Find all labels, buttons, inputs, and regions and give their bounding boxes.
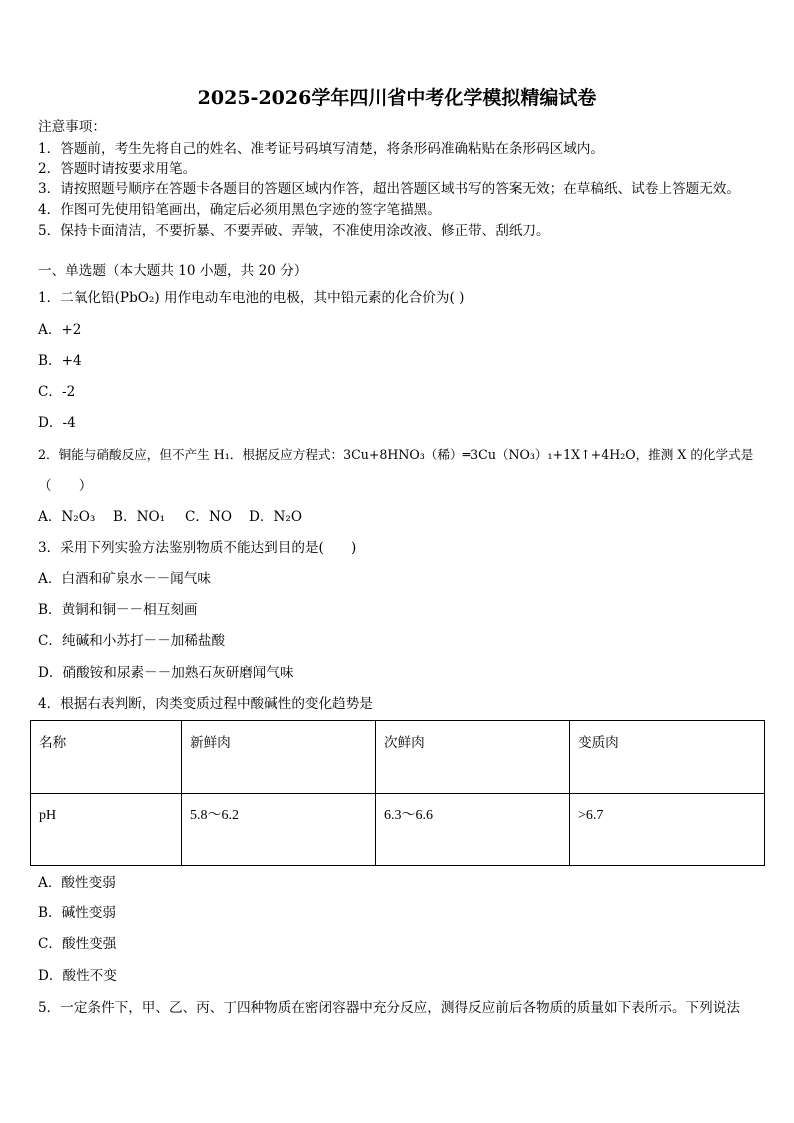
notice-item: 2．答题时请按要求用笔。: [38, 161, 197, 177]
table-header-row: [31, 721, 765, 794]
question-4-option-a: A．酸性变弱: [38, 875, 116, 891]
question-2-option-b: B．NO₁: [113, 509, 166, 525]
notice-item: 3．请按照题号顺序在答题卡各题目的答题区域内作答，超出答题区域书写的答案无效；在草稿纸、试卷上答题无效。: [38, 181, 740, 197]
table-cell: 名称: [31, 721, 182, 794]
question-3-option-a: A．白酒和矿泉水－－闻气味: [38, 571, 211, 587]
question-5-stem: 5．一定条件下，甲、乙、丙、丁四种物质在密闭容器中充分反应，测得反应前后各物质的质量如下表所示。下列说法: [38, 1000, 740, 1016]
question-4-stem: 4．根据右表判断，肉类变质过程中酸碱性的变化趋势是: [38, 696, 373, 712]
question-4-option-b: B．碱性变弱: [38, 905, 116, 921]
notice-heading: 注意事项：: [38, 119, 106, 135]
question-1-option-b: B．+4: [38, 353, 82, 369]
question-2-option-c: C．NO: [185, 509, 233, 525]
question-1-option-d: D．-4: [38, 415, 76, 431]
table-cell: 新鲜肉: [182, 721, 376, 794]
notice-item: 4．作图可先使用铅笔画出，确定后必须用黑色字迹的签字笔描黑。: [38, 202, 441, 218]
question-4-option-d: D．酸性不变: [38, 968, 117, 984]
question-3-option-d: D．硝酸铵和尿素－－加熟石灰研磨闻气味: [38, 665, 294, 681]
question-1-stem: 1．二氧化铅(PbO₂) 用作电动车电池的电极，其中铅元素的化合价为( ): [38, 290, 465, 306]
question-3-option-b: B．黄铜和铜－－相互刻画: [38, 602, 198, 618]
table-cell: >6.7: [570, 794, 765, 866]
meat-ph-table: [30, 720, 765, 866]
notice-item: 1．答题前，考生先将自己的姓名、准考证号码填写清楚，将条形码准确粘贴在条形码区域内。: [38, 141, 604, 157]
table-cell: 6.3～6.6: [376, 794, 570, 866]
table-cell: pH: [31, 794, 182, 866]
question-4-option-c: C．酸性变强: [38, 936, 117, 952]
table-cell: 次鲜肉: [376, 721, 570, 794]
notice-item: 5．保持卡面清洁，不要折暴、不要弄破、弄皱，不准使用涂改液、修正带、刮纸刀。: [38, 223, 550, 239]
question-1-option-a: A．+2: [38, 322, 82, 338]
table-cell: 5.8～6.2: [182, 794, 376, 866]
question-2-option-d: D．N₂O: [249, 509, 302, 525]
exam-title: 2025-2026学年四川省中考化学模拟精编试卷: [197, 87, 597, 109]
question-1-option-c: C．-2: [38, 384, 76, 400]
table-row: [31, 794, 765, 866]
question-2-stem: 2．铜能与硝酸反应，但不产生 H₁．根据反应方程式：3Cu+8HNO₃（稀）═3Cu（NO₃）₁+1X↑+4H₂O，推测 X 的化学式是: [38, 447, 754, 462]
question-3-option-c: C．纯碱和小苏打－－加稀盐酸: [38, 633, 226, 649]
table-cell: 变质肉: [570, 721, 765, 794]
question-3-stem: 3．采用下列实验方法鉴别物质不能达到目的是( ): [38, 540, 357, 556]
question-2-option-a: A．N₂O₃: [38, 509, 96, 525]
question-2-answer-bracket: （ ）: [38, 478, 93, 494]
section-heading: 一、单选题（本大题共 10 小题，共 20 分）: [38, 263, 308, 279]
